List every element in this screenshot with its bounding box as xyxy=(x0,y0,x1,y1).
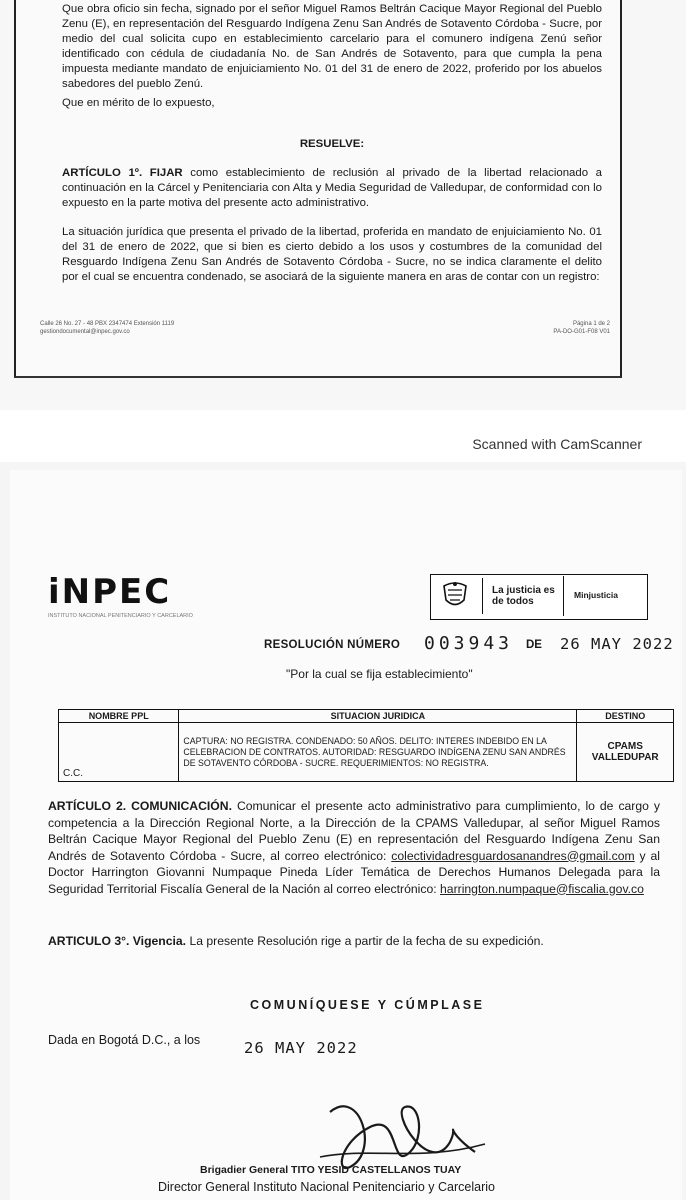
article-2-text-cont: y al Doctor Harrington Giovanni Numpaque Pineda Líder Temática de Derechos Humanos Delegada para la Seguridad Territorial Fiscalía General de la Nación al correo electrónico: xyxy=(48,848,660,896)
article-3-text: La presente Resolución rige a partir de la fecha de su expedición. xyxy=(189,934,544,948)
table-header-row xyxy=(59,710,674,723)
closing-formula: COMUNÍQUESE Y CÚMPLASE xyxy=(250,998,485,1012)
email-link-colectividad[interactable]: colectividadresguardosanandres@gmail.com xyxy=(391,848,635,863)
paragraph-que-obra: Que obra oficio sin fecha, signado por el señor Miguel Ramos Beltrán Cacique Mayor Regional del Pueblo Zenu (E), en representación del Resguardo Indígena Zenu San Andrés de Sotavento Córdoba - Sucre, por medio del cual solicita cupo en establecimiento carcelario para el comunero indígena Zenú señor identificado con cédula de ciudadanía No. de San Andrés de Sotavento, para que cumpla la pena impuesta mediante mandato de enjuiciamiento No. 01 del 31 de enero de 2022, proferido por los abuelos sabedores del pueblo Zenú. xyxy=(62,3,602,90)
table-header: DESTINO xyxy=(577,710,674,723)
article-3-heading: ARTICULO 3°. Vigencia. xyxy=(48,934,187,948)
article-2-text: Comunicar el presente acto administrativo para cumplimiento, lo de cargo y competencia a la Dirección Regional Norte, a la Dirección de la CPAMS Valledupar, al señor Miguel Ramos Beltrán Cacique Mayor Regional del Pueblo Zenu (E) en representación del Resguardo Indígena Zenu San Andrés de Sotavento Córdoba - Sucre, al correo electrónico: xyxy=(48,799,660,863)
signer-name: Brigadier General TITO YESID CASTELLANOS TUAY xyxy=(200,1164,462,1176)
document-page-2 xyxy=(0,462,686,1200)
coat-of-arms-icon xyxy=(440,580,470,610)
resolution-number: 003943 xyxy=(424,633,514,654)
header-divider xyxy=(563,576,564,616)
inpec-logo: iNPEC xyxy=(48,572,172,612)
ppl-table xyxy=(58,709,674,782)
scanner-watermark: Scanned with CamScanner xyxy=(472,436,642,452)
article-1 xyxy=(62,166,602,211)
footer-address-line: Calle 26 No. 27 - 48 PBX 2347474 Extensión 1119 xyxy=(40,321,175,327)
resolution-subtitle: "Por la cual se fija establecimiento" xyxy=(286,667,473,681)
header-ministry: Minjusticia xyxy=(574,590,618,600)
table-cell-destino: CPAMS VALLEDUPAR xyxy=(577,723,674,782)
table-row xyxy=(59,723,674,782)
article-1-text: como establecimiento de reclusión al privado de la libertad relacionado a continuación en la Cárcel y Penitenciaria con Alta y Media Seguridad de Valledupar, de conformidad con lo expuesto en la parte motiva del presente acto administrativo. xyxy=(62,167,602,209)
resuelve-heading: RESUELVE: xyxy=(299,138,365,150)
article-2-heading: ARTÍCULO 2. COMUNICACIÓN. xyxy=(48,799,232,813)
email-link-harrington[interactable]: harrington.numpaque@fiscalia.gov.co xyxy=(440,881,644,896)
document-page-1 xyxy=(0,0,686,410)
cc-label: C.C. xyxy=(63,768,83,779)
table-cell-situacion: CAPTURA: NO REGISTRA. CONDENADO: 50 AÑOS. DELITO: INTERES INDEBIDO EN LA CELEBRACION DE CONTRATOS. AUTORIDAD: RESGUARDO INDÍGENA ZENU SAN ANDRÉS DE SOTAVENTO CÓRDOBA - SUCRE. REQUERIMIENTOS: NO REGISTRA. xyxy=(179,723,577,782)
header-slogan: La justicia es de todos xyxy=(492,585,555,607)
paragraph-situacion: La situación jurídica que presenta el privado de la libertad, proferida en mandato de enjuiciamiento No. 01 del 31 de enero de 2022, que si bien es cierto debido a los usos y costumbres de la comunidad del Resguardo Indígena Zenu San Andrés de Sotavento Córdoba - Sucre, no se indica claramente el delito por el cual se encuentra condenado, se asociará de la siguiente manera en aras de contar con un registro: xyxy=(62,226,602,283)
paragraph-merito: Que en mérito de lo expuesto, xyxy=(62,97,215,109)
inpec-logo-subtitle: INSTITUTO NACIONAL PENITENCIARIO Y CARCELARIO xyxy=(48,613,193,619)
footer-email-line: gestiondocumental@inpec.gov.co xyxy=(40,329,130,335)
issued-place: Dada en Bogotá D.C., a los xyxy=(48,1033,201,1047)
header-divider xyxy=(482,578,483,614)
article-3 xyxy=(48,933,660,950)
resolution-label: RESOLUCIÓN NÚMERO xyxy=(264,639,401,651)
page-1-footer-page xyxy=(540,320,610,336)
footer-form-code: PA-DO-G01-F08 V01 xyxy=(553,329,610,335)
resolution-date-stamp: 26 MAY 2022 xyxy=(560,635,674,653)
table-header: SITUACION JURIDICA xyxy=(179,710,577,723)
page-1-footer-address xyxy=(40,320,240,336)
article-2 xyxy=(48,798,660,897)
issued-date-stamp: 26 MAY 2022 xyxy=(244,1039,358,1057)
signer-title: Director General Instituto Nacional Penitenciario y Carcelario xyxy=(158,1180,495,1194)
footer-page-number: Página 1 de 2 xyxy=(572,321,610,327)
scanner-watermark-bar xyxy=(0,436,686,458)
resolution-de: DE xyxy=(526,639,542,651)
table-header: NOMBRE PPL xyxy=(59,710,179,723)
article-1-heading: ARTÍCULO 1º. FIJAR xyxy=(62,167,183,179)
table-cell-name xyxy=(59,723,179,782)
